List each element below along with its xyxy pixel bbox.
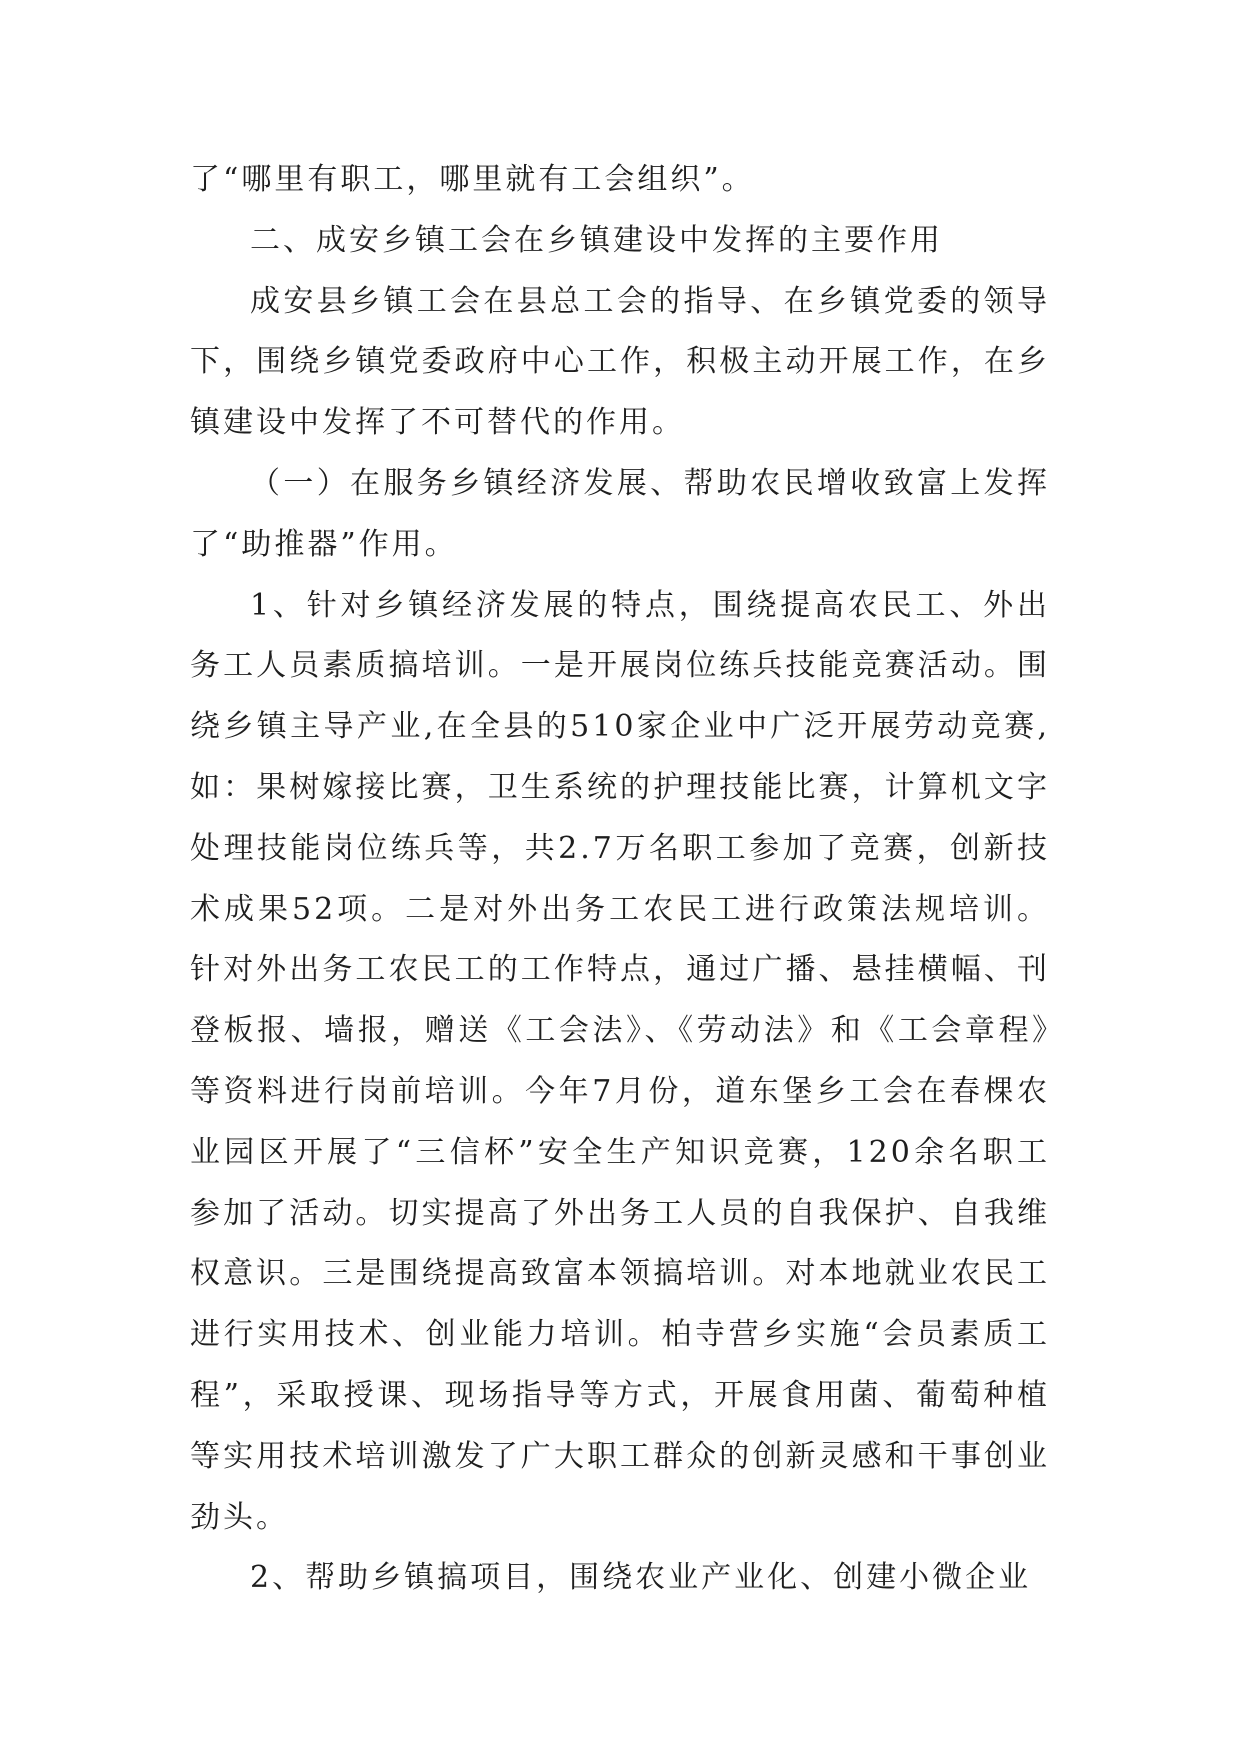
paragraph-item-2: 2、帮助乡镇搞项目，围绕农业产业化、创建小微企业 xyxy=(250,1560,1032,1596)
section-heading: 二、成安乡镇工会在乡镇建设中发挥的主要作用 xyxy=(250,222,943,258)
paragraph-intro: 成安县乡镇工会在县总工会的指导、在乡镇党委的领导下，围绕乡镇党委政府中心工作，积极主动开展工作，在乡镇建设中发挥了不可替代的作用。 xyxy=(190,283,1050,441)
paragraph-continuation: 了“哪里有职工，哪里就有工会组织”。 xyxy=(190,162,755,197)
document-body xyxy=(190,150,1050,1609)
paragraph-item-1: 1、针对乡镇经济发展的特点，围绕提高农民工、外出务工人员素质搞培训。一是开展岗位练兵技能竞赛活动。围绕乡镇主导产业,在全县的510家企业中广泛开展劳动竞赛,如：果树嫁接比赛，卫生系统的护理技能比赛，计算机文字处理技能岗位练兵等，共2.7万名职工参加了竞赛，创新技术成果52项。二是对外出务工农民工进行政策法规培训。针对外出务工农民工的工作特点，通过广播、悬挂横幅、刊登板报、墙报，赠送《工会法》、《劳动法》和《工会章程》等资料进行岗前培训。今年7月份，道东堡乡工会在春棵农业园区开展了“三信杯”安全生产知识竞赛，120余名职工参加了活动。切实提高了外出务工人员的自我保护、自我维权意识。三是围绕提高致富本领搞培训。对本地就业农民工进行实用技术、创业能力培训。柏寺营乡实施“会员素质工程”，采取授课、现场指导等方式，开展食用菌、葡萄种植等实用技术培训激发了广大职工群众的创新灵感和干事创业劲头。 xyxy=(190,587,1050,1535)
subsection-heading: （一）在服务乡镇经济发展、帮助农民增收致富上发挥了“助推器”作用。 xyxy=(190,465,1050,562)
